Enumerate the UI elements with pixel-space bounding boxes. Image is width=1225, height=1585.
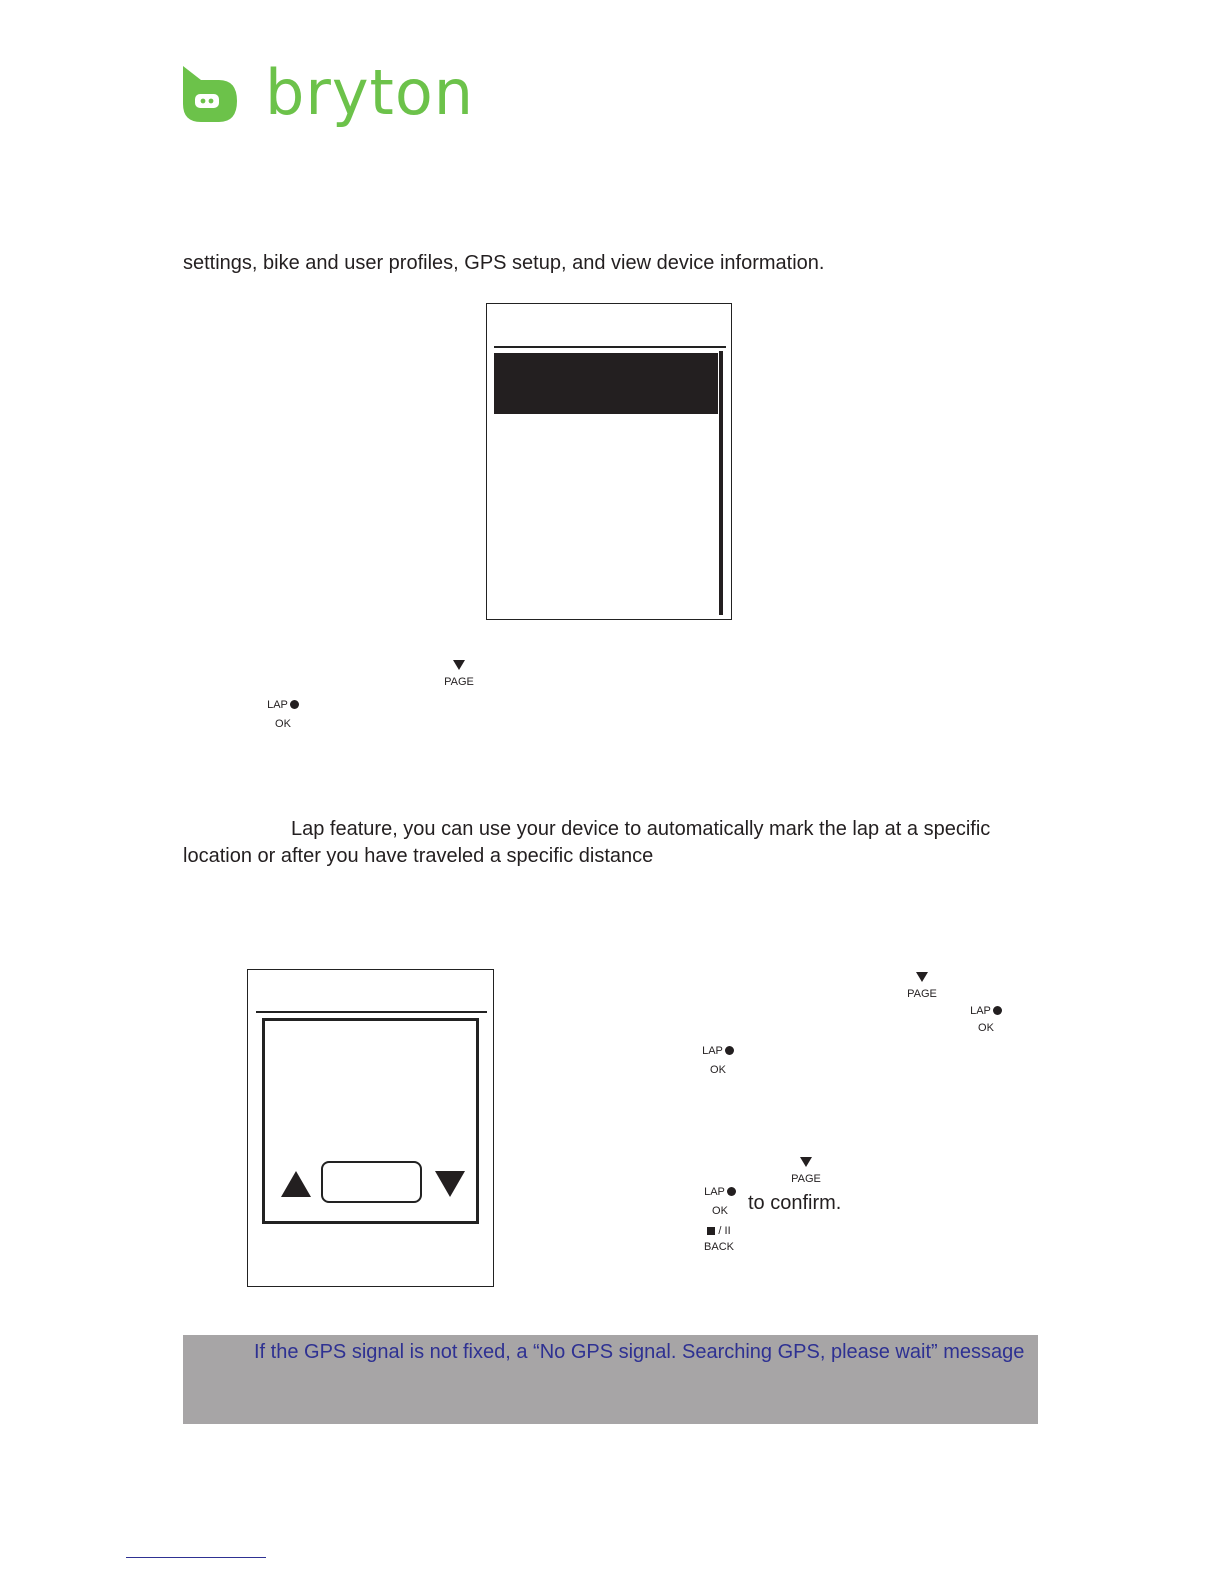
value-box (321, 1161, 422, 1203)
menu-highlight-bar (494, 353, 718, 414)
page-button-icon: PAGE (904, 972, 940, 1000)
auto-lap-text-line1: Lap feature, you can use your device to automatically mark the lap at a specific (291, 818, 991, 840)
lap-ok-button-icon: LAP OK (697, 1046, 739, 1076)
menu-scrollbar (719, 351, 723, 615)
footer-link-underline (126, 1557, 266, 1558)
up-arrow-icon (281, 1171, 311, 1197)
page-button-icon: PAGE (788, 1157, 824, 1185)
lap-ok-button-icon: LAP OK (966, 1006, 1006, 1034)
down-arrow-icon (453, 660, 465, 670)
intro-text: settings, bike and user profiles, GPS setup, and view device information. (183, 252, 825, 274)
device-screen-menu (486, 303, 732, 620)
page-button-icon: PAGE (442, 660, 476, 688)
brand-name: bryton (265, 56, 475, 129)
value-dialog (262, 1018, 479, 1224)
note-text: If the GPS signal is not fixed, a “No GPS signal. Searching GPS, please wait” message (254, 1341, 1025, 1363)
down-arrow-icon (800, 1157, 812, 1167)
down-arrow-icon (916, 972, 928, 982)
confirm-text: to confirm. (748, 1192, 842, 1214)
record-dot-icon (727, 1187, 736, 1196)
screen-header-divider (256, 1011, 487, 1013)
lap-ok-button-icon: LAP OK (699, 1187, 741, 1217)
stop-square-icon (707, 1227, 715, 1235)
record-dot-icon (290, 700, 299, 709)
screen-header-divider (494, 346, 726, 348)
auto-lap-text-line2: location or after you have traveled a specific distance (183, 845, 654, 867)
lap-ok-button-icon: LAP OK (263, 700, 303, 730)
record-dot-icon (993, 1006, 1002, 1015)
record-dot-icon (725, 1046, 734, 1055)
device-screen-setting (247, 969, 494, 1287)
down-arrow-icon (435, 1171, 465, 1197)
back-button-icon: / II BACK (704, 1225, 734, 1253)
